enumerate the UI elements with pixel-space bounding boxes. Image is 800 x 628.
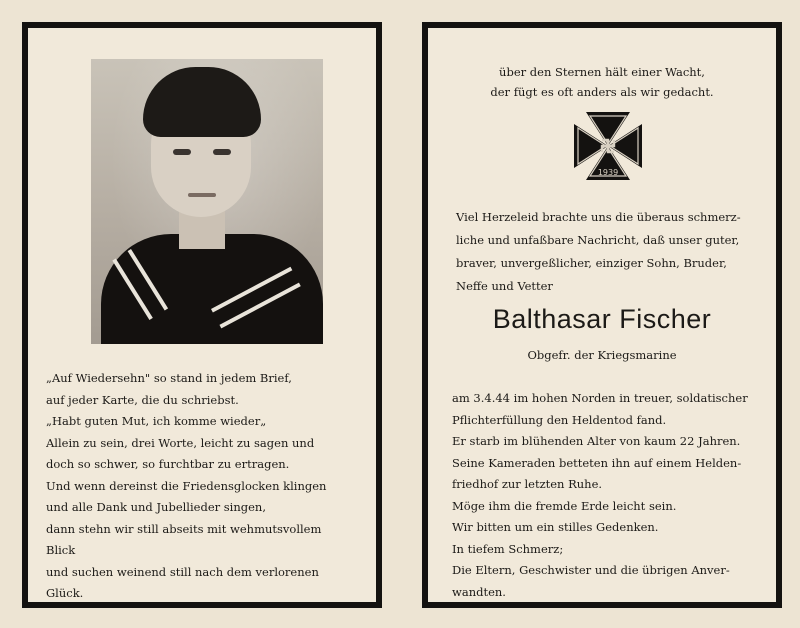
- announcement-intro: [456, 206, 756, 298]
- body-line: In tiefem Schmerz;: [452, 541, 564, 556]
- intro-line: Viel Herzeleid brachte uns die überaus schmerz-: [456, 210, 741, 224]
- verse-line: und suchen weinend still nach dem verlorenen: [46, 564, 319, 579]
- body-line: wandten.: [452, 584, 506, 599]
- iron-cross-icon: [572, 110, 644, 182]
- verse-line: doch so schwer, so furchtbar zu ertragen.: [46, 457, 290, 471]
- verse-line: Blick: [46, 543, 76, 557]
- intro-line: liche und unfaßbare Nachricht, daß unser guter,: [456, 233, 740, 247]
- verse-line: „Auf Wiedersehn" so stand in jedem Brief,: [46, 371, 292, 385]
- military-rank: Obgefr. der Kriegsmarine: [527, 348, 677, 362]
- motto-line: der fügt es oft anders als wir gedacht.: [490, 85, 714, 99]
- intro-line: Neffe und Vetter: [456, 279, 553, 293]
- verse-line: Allein zu sein, drei Worte, leicht zu sagen und: [46, 435, 315, 450]
- announcement-body: [452, 388, 762, 603]
- verse-line: und alle Dank und Jubellieder singen,: [46, 500, 266, 514]
- deceased-name: Balthasar Fischer: [492, 304, 712, 334]
- body-line: Die Eltern, Geschwister und die übrigen Anver-: [452, 563, 730, 577]
- verse-line: auf jeder Karte, die du schriebst.: [46, 392, 239, 407]
- body-line: Er starb im blühenden Alter von kaum 22 Jahren.: [452, 434, 741, 448]
- cross-year: 1939: [597, 168, 619, 177]
- intro-line: braver, unvergeßlicher, einziger Sohn, Bruder,: [456, 256, 727, 270]
- verse-line: Und wenn dereinst die Friedensglocken klingen: [46, 478, 327, 493]
- body-line: Seine Kameraden betteten ihn auf einem Helden-: [452, 455, 742, 470]
- portrait-photo: [91, 59, 323, 344]
- body-line: Möge ihm die fremde Erde leicht sein.: [452, 498, 677, 513]
- body-line: am 3.4.44 im hohen Norden in treuer, soldatischer: [452, 391, 748, 405]
- motto-line: über den Sternen hält einer Wacht,: [499, 65, 705, 79]
- body-line: Wir bitten um ein stilles Gedenken.: [452, 520, 659, 534]
- memorial-verse: [46, 368, 366, 605]
- verse-line: „Habt guten Mut, ich komme wieder„: [46, 414, 267, 428]
- motto: [428, 62, 776, 102]
- verse-line: Glück.: [46, 586, 84, 600]
- right-card: [422, 22, 782, 608]
- body-line: friedhof zur letzten Ruhe.: [452, 477, 603, 491]
- left-card: [22, 22, 382, 608]
- body-line: Pflichterfüllung den Heldentod fand.: [452, 412, 667, 427]
- verse-line: dann stehn wir still abseits mit wehmutsvollem: [46, 521, 322, 536]
